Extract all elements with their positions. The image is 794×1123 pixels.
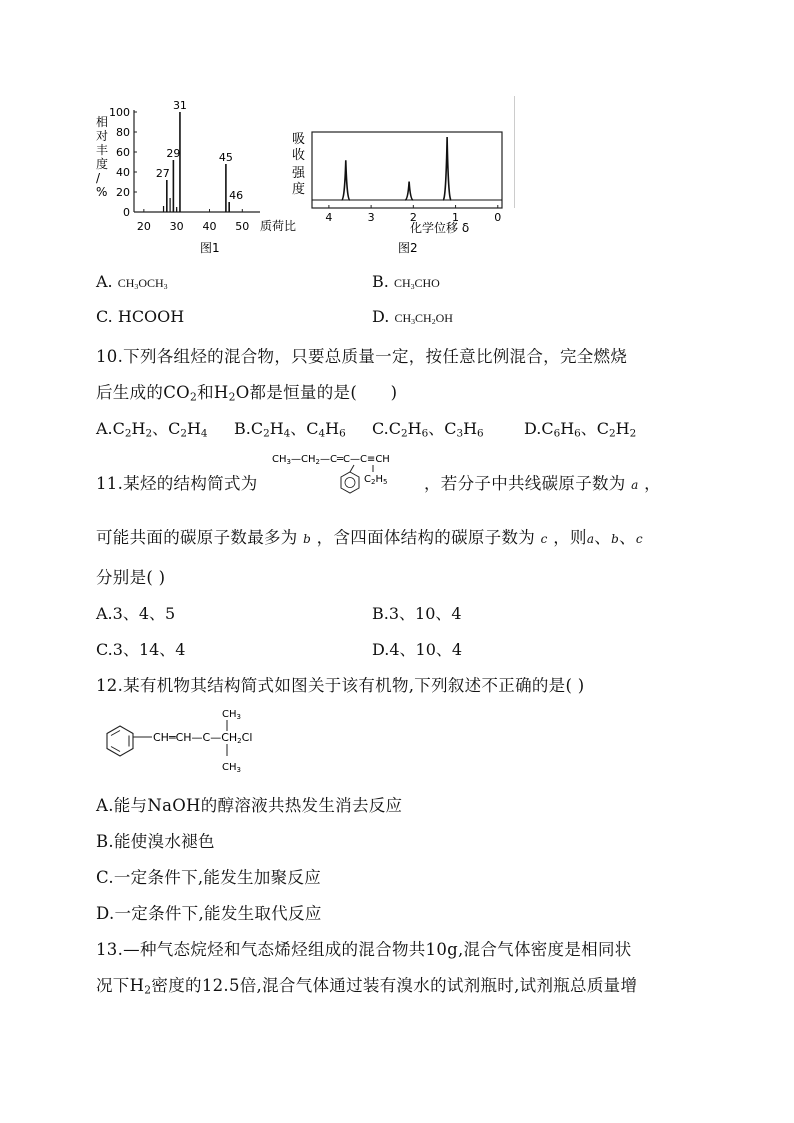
figure2-ylabel-char: 度 [292,182,306,197]
q11-structure [270,448,426,510]
q11-stem-line2: 可能共面的碳原子数最多为 b ，含四面体结构的碳原子数为 c ，则a、b、c [96,528,643,547]
figure2-ylabel [292,132,306,197]
figure1-ylabel-char: 对 [96,129,109,143]
figure1-mass-spectrum [92,92,307,262]
figure2-ylabel-char: 收 [292,148,306,163]
q12-methyl-top: $CH_3$ [222,709,241,721]
q9-option-d: D. $CH_3CH_2OH$ [372,307,453,326]
q10-option-c: $C.C_2H_6$、$C_3H_6$ [372,419,484,440]
figure1-xtick-label: 30 [169,220,184,233]
figure1-ytick-label: 100 [109,106,130,119]
figure2-xtick-label: 3 [367,211,375,224]
figure1-xtick-label: 40 [202,220,217,233]
figure1-peak-label: 27 [155,167,170,180]
figure1-ytick-label: 20 [116,186,130,199]
figure2-peak [443,137,451,200]
figure2-peak [342,160,350,200]
figure1-ylabel-char: % [96,185,108,199]
q12-option-d: D.一定条件下,能发生取代反应 [96,904,322,923]
figure1-ytick-label: 0 [123,206,130,219]
q11-stem-line3: 分别是( ) [96,568,166,587]
figure1-peak-label: 31 [172,99,187,112]
q11-stem-suffix: ，若分子中共线碳原子数为 a ， [424,474,661,493]
figure1-ytick-label: 60 [116,146,130,159]
figure2-xtick-label: 4 [325,211,333,224]
q13-line2: 况下$H_2$密度的12.5倍,混合气体通过装有溴水的试剂瓶时,试剂瓶总质量增 [96,976,638,997]
q12-chain-text: CH═CH—C—CH2Cl [153,731,253,745]
figure1-ylabel-char: / [96,171,101,185]
figure2-xtick-label: 2 [409,211,417,224]
figure1-xtick-label: 50 [235,220,250,233]
figure2-ylabel-char: 吸 [292,132,306,147]
q9-option-c: C. HCOOH [96,307,185,326]
figure1-caption: 图1 [200,241,220,255]
figure1-peak-label: 46 [229,189,244,202]
figure1-xlabel: 质荷比 [260,219,297,233]
q10-option-d: $D.C_6H_6$、$C_2H_2$ [524,419,637,440]
figure2-nmr-spectrum [288,92,523,262]
figure2-xtick-label: 0 [494,211,502,224]
q13-line1: 13.—种气态烷烃和气态烯烃组成的混合物共10g,混合气体密度是相同状 [96,940,632,959]
figure1-peak-label: 45 [218,151,233,164]
q10-option-a: $A.C_2H_2$、$C_2H_4$ [96,419,208,440]
q12-methyl-bottom: $CH_3$ [222,762,241,774]
figure2-peak [405,182,413,200]
q10-option-b: $B.C_2H_4$、$C_4H_6$ [234,419,346,440]
q11-stem-prefix: 11.某烃的结构简式为 [96,474,258,493]
figure1-ytick-label: 40 [116,166,130,179]
q12-structure [98,704,298,780]
q12-stem: 12.某有机物其结构简式如图关于该有机物,下列叙述不正确的是( ) [96,676,585,695]
q12-option-b: B.能使溴水褪色 [96,832,215,851]
figure1-xtick-label: 20 [136,220,151,233]
q11-ethyl-text: $C_2H_5$ [364,474,388,486]
figure2-xtick-label: 1 [452,211,460,224]
figure2-ylabel-char: 强 [292,166,306,181]
q12-option-c: C.一定条件下,能发生加聚反应 [96,868,322,887]
figure1-ylabel-char: 相 [96,115,109,129]
figure2-caption: 图2 [398,241,418,255]
q11-option-b: B.3、10、4 [372,604,462,623]
figure2-scan-edge [514,96,515,208]
figure1-ylabel-char: 丰 [96,143,109,157]
q9-option-b: B. $CH_3CHO$ [372,272,440,291]
q11-option-c: C.3、14、4 [96,640,186,659]
q12-option-a: A.能与NaOH的醇溶液共热发生消去反应 [96,796,403,815]
q9-option-a: A. $CH_3OCH_3$ [96,272,168,291]
q11-chain-text: $CH_3—CH_2—C═C—C\equiv CH$ [272,454,390,466]
figure1-ylabel-char: 度 [96,157,109,171]
figure2-xlabel: 化学位移 δ [410,221,470,235]
q10-stem-line2: 后生成的$CO_2$和$H_2O$都是恒量的是( ) [96,383,398,404]
q11-option-d: D.4、10、4 [372,640,463,659]
q10-stem-line1: 10.下列各组烃的混合物，只要总质量一定，按任意比例混合，完全燃烧 [96,347,628,366]
benzene-ring-icon [341,472,359,493]
figure1-peak-label: 29 [166,147,181,160]
figure1-ylabel [96,114,108,199]
q11-option-a: A.3、4、5 [96,604,176,623]
figure1-ytick-label: 80 [116,126,130,139]
